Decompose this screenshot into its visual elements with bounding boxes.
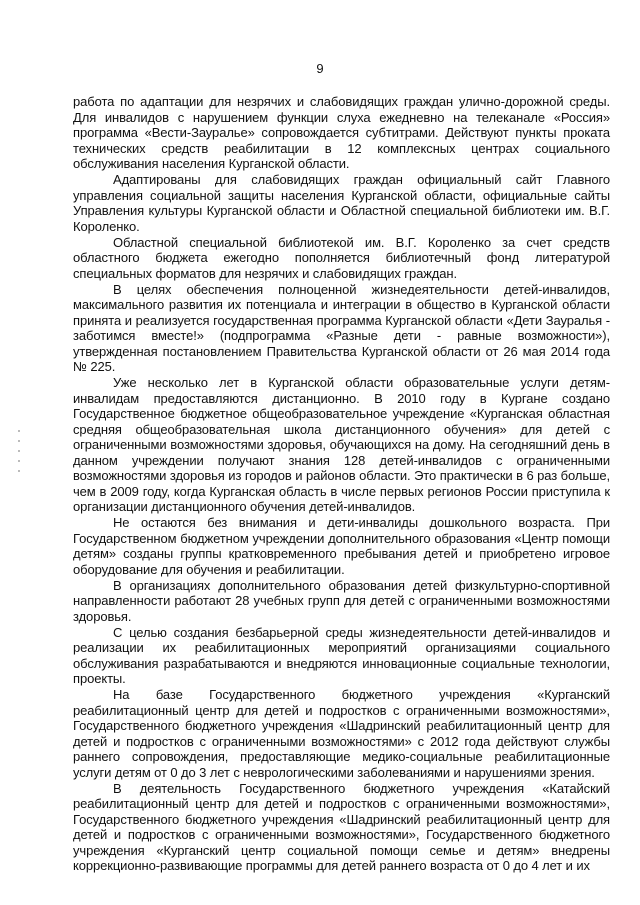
margin-dot [18, 450, 20, 452]
margin-dot [18, 430, 20, 432]
margin-dot [18, 470, 20, 472]
paragraph: Областной специальной библиотекой им. В.Г. Короленко за счет средств областного бюджета ежегодно пополняется библиотечный фонд литературой специальных форматов для незрячих и слабовидящих граждан. [73, 234, 610, 281]
paragraph: В деятельность Государственного бюджетного учреждения «Катайский реабилитационный центр для детей и подростков с ограниченными возможностями», Государственного бюджетного учреждения «Шадринский реабилитационный центр для детей и подростков с ограниченными возможностями», Государственного бюджетного учреждения «Курганский центр социальной помощи семье и детям» внедрены коррекционно-развивающие программы для детей раннего возраста от 0 до 4 лет и их [73, 780, 610, 873]
paragraph: Адаптированы для слабовидящих граждан официальный сайт Главного управления социальной защиты населения Курганской области, официальные сайты Управления культуры Курганской области и Областной специальной библиотеки им. В.Г. Короленко. [73, 172, 610, 234]
paragraph: Уже несколько лет в Курганской области образовательные услуги детям-инвалидам предоставляются дистанционно. В 2010 году в Кургане создано Государственное бюджетное общеобразовательное учреждение «Курганская областная средняя общеобразовательная школа дистанционного обучения» для детей с ограниченными возможностями здоровья, обучающихся на дому. На сегодняшний день в данном учреждении получают знания 128 детей-инвалидов с ограниченными возможностями здоровья из городов и районов области. Это практически в 6 раз больше, чем в 2009 году, когда Курганская область в числе первых регионов России приступила к организации дистанционного обучения детей-инвалидов. [73, 375, 610, 514]
margin-dot [18, 460, 20, 462]
paragraph: В целях обеспечения полноценной жизнедеятельности детей-инвалидов, максимального развития их потенциала и интеграции в общество в Курганской области принята и реализуется государственная программа Курганской области «Дети Зауралья - заботимся вместе!» (подпрограмма «Разные дети - равные возможности»), утвержденная постановлением Правительства Курганской области от 26 мая 2014 года № 225. [73, 281, 610, 374]
document-body [73, 94, 610, 874]
paragraph: С целью создания безбарьерной среды жизнедеятельности детей-инвалидов и реализации их реабилитационных мероприятий организациями социального обслуживания разрабатываются и внедряются инновационные социальные технологии, проекты. [73, 624, 610, 686]
paragraph: На базе Государственного бюджетного учреждения «Курганский реабилитационный центр для детей и подростков с ограниченными возможностями», Государственного бюджетного учреждения «Шадринский реабилитационный центр для детей и подростков с ограниченными возможностями» с 2012 года действуют службы раннего сопровождения, предоставляющие медико-социальные реабилитационные услуги детям от 0 до 3 лет с неврологическими заболеваниями и нарушениями зрения. [73, 687, 610, 780]
paragraph: работа по адаптации для незрячих и слабовидящих граждан улично-дорожной среды. Для инвалидов с нарушением функции слуха ежедневно на телеканале «Россия» программа «Вести-Зауралье» сопровождается субтитрами. Действуют пункты проката технических средств реабилитации в 12 комплексных центрах социального обслуживания населения Курганской области. [73, 94, 610, 171]
margin-dot [18, 440, 20, 442]
page-number: 9 [316, 61, 324, 76]
margin-marks [18, 430, 22, 490]
paragraph: Не остаются без внимания и дети-инвалиды дошкольного возраста. При Государственном бюджетном учреждении дополнительного образования «Центр помощи детям» созданы группы кратковременного пребывания детей и приобретено игровое оборудование для обучения и реабилитации. [73, 515, 610, 577]
paragraph: В организациях дополнительного образования детей физкультурно-спортивной направленности работают 28 учебных групп для детей с ограниченными возможностями здоровья. [73, 577, 610, 624]
